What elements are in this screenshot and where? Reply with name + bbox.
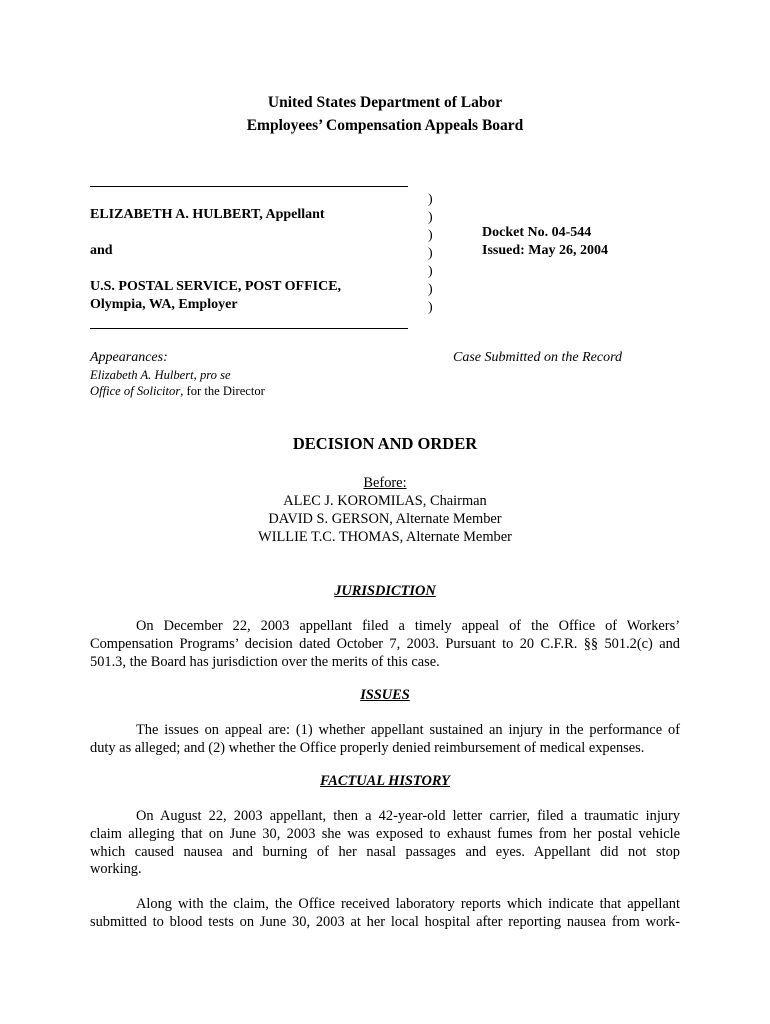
paragraph-line: Compensation Programs’ decision dated October 7, 2003. Pursuant to 20 C.F.R. §§ 501.2(c) and bbox=[90, 635, 680, 652]
appearance-appellant: Elizabeth A. Hulbert, pro se bbox=[90, 368, 231, 382]
appearance-director bbox=[90, 384, 265, 399]
panel-member: ALEC J. KOROMILAS, Chairman bbox=[283, 493, 487, 509]
paragraph-line: 501.3, the Board has jurisdiction over the merits of this case. bbox=[90, 653, 440, 670]
caption-bottom-rule bbox=[90, 328, 408, 329]
factual-paragraph-1 bbox=[90, 808, 680, 879]
appearances-label: Appearances: bbox=[90, 350, 168, 365]
and-label: and bbox=[90, 243, 113, 258]
factual-paragraph-2 bbox=[90, 896, 680, 932]
caption-paren: ) bbox=[428, 264, 433, 279]
paragraph-line: submitted to blood tests on June 30, 2003 at her local hospital after reporting nausea from work- bbox=[90, 913, 680, 930]
paragraph-line: claim alleging that on June 30, 2003 she was exposed to exhaust fumes from her postal vehicle bbox=[90, 825, 680, 842]
caption-paren: ) bbox=[428, 192, 433, 207]
paragraph-line: On December 22, 2003 appellant filed a timely appeal of the Office of Workers’ bbox=[136, 618, 680, 634]
caption-paren: ) bbox=[428, 246, 433, 261]
factual-history-heading-text: FACTUAL HISTORY bbox=[320, 773, 450, 789]
paragraph-line: duty as alleged; and (2) whether the Office properly denied reimbursement of medical expenses. bbox=[90, 739, 645, 756]
paragraph-line: On August 22, 2003 appellant, then a 42-year-old letter carrier, filed a traumatic injury bbox=[136, 808, 680, 824]
issues-heading bbox=[0, 687, 770, 704]
factual-history-heading bbox=[0, 773, 770, 790]
issues-paragraph bbox=[90, 722, 680, 758]
before-label bbox=[0, 475, 770, 492]
jurisdiction-heading-text: JURISDICTION bbox=[334, 583, 436, 599]
appearance-director-office: Office of Solicitor bbox=[90, 384, 181, 398]
caption-top-rule bbox=[90, 186, 408, 187]
jurisdiction-paragraph bbox=[90, 618, 680, 671]
issues-heading-text: ISSUES bbox=[360, 687, 410, 703]
case-submitted: Case Submitted on the Record bbox=[453, 350, 623, 365]
paragraph-line: working. bbox=[90, 861, 142, 878]
before-text: Before: bbox=[363, 475, 407, 491]
board-title: Employees’ Compensation Appeals Board bbox=[246, 117, 524, 134]
paragraph-line: which caused nausea and burning of her nasal passages and eyes. Appellant did not stop bbox=[90, 843, 680, 860]
issued-date: Issued: May 26, 2004 bbox=[482, 243, 609, 258]
docket-number: Docket No. 04-544 bbox=[482, 225, 592, 240]
caption-paren: ) bbox=[428, 210, 433, 225]
agency-title: United States Department of Labor bbox=[267, 94, 503, 111]
panel-member: DAVID S. GERSON, Alternate Member bbox=[268, 511, 502, 527]
appearance-director-rest: , for the Director bbox=[180, 384, 265, 398]
paragraph-line: The issues on appeal are: (1) whether appellant sustained an injury in the performance of bbox=[136, 722, 680, 738]
caption-paren: ) bbox=[428, 228, 433, 243]
panel-member: WILLIE T.C. THOMAS, Alternate Member bbox=[258, 529, 512, 545]
appellant-name: ELIZABETH A. HULBERT, Appellant bbox=[90, 207, 325, 222]
caption-paren: ) bbox=[428, 282, 433, 297]
paragraph-line: Along with the claim, the Office received laboratory reports which indicate that appellant bbox=[136, 896, 680, 912]
caption-paren: ) bbox=[428, 300, 433, 315]
employer-line-1: U.S. POSTAL SERVICE, POST OFFICE, bbox=[90, 279, 342, 294]
jurisdiction-heading bbox=[0, 583, 770, 600]
decision-title: DECISION AND ORDER bbox=[292, 434, 478, 453]
employer-line-2: Olympia, WA, Employer bbox=[90, 297, 238, 312]
